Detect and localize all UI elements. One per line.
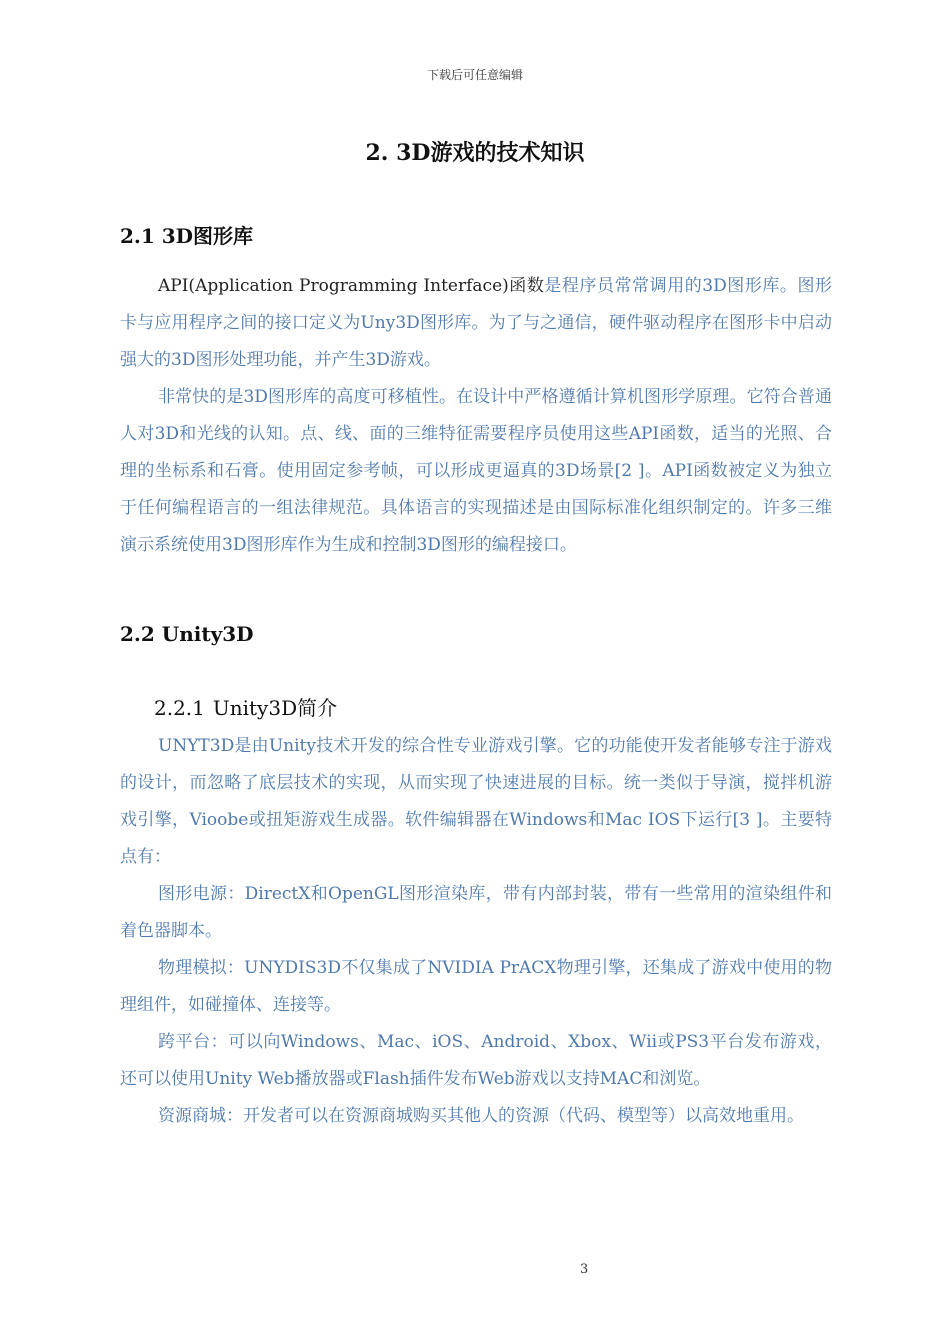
paragraph-portability: 非常快的是3D图形库的高度可移植性。在设计中严格遵循计算机图形学原理。它符合普通人对3D和光线的认知。点、线、面的三维特征需要程序员使用这些API函数，适当的光照、合理的坐标系和石膏。使用固定参考帧，可以形成更逼真的3D场景[2 ]。API函数被定义为独立于任何编程语言的一组法律规范。具体语言的实现描述是由国际标准化组织制定的。许多三维演示系统使用3D图形库作为生成和控制3D图形的编程接口。 <box>120 387 832 555</box>
subsection-heading-2-2-1 <box>154 692 337 721</box>
paragraph-unity-intro: UNYT3D是由Unity技术开发的综合性专业游戏引擎。它的功能使开发者能够专注于游戏的设计，而忽略了底层技术的实现，从而实现了快速进展的目标。统一类似于导演，搅拌机游戏引擎，Vioobe或扭矩游戏生成器。软件编辑器在Windows和Mac IOS下运行[3 ]。主要特点有： <box>120 736 832 867</box>
paragraph-api-rest: 是程序员常常调用的3D图形库。图形卡与应用程序之间的接口定义为Uny3D图形库。为了与之通信，硬件驱动程序在图形卡中启动强大的3D图形处理功能，并产生3D游戏。 <box>120 276 832 370</box>
paragraph-physics: 物理模拟：UNYDIS3D不仅集成了NVIDIA PrACX物理引擎，还集成了游戏中使用的物理组件，如碰撞体、连接等。 <box>120 958 832 1015</box>
paragraph-api <box>120 268 832 379</box>
paragraph-api-lead: API(Application Programming Interface)函数 <box>158 276 545 296</box>
paragraph-cross-platform: 跨平台：可以向Windows、Mac、iOS、Android、Xbox、Wii或PS3平台发布游戏，还可以使用Unity Web播放器或Flash插件发布Web游戏以支持MAC和浏览。 <box>120 1032 832 1089</box>
paragraph-asset-store: 资源商城：开发者可以在资源商城购买其他人的资源（代码、模型等）以高效地重用。 <box>158 1106 804 1126</box>
section-heading-2-2: 2.2 Unity3D <box>120 622 254 646</box>
section-2-1-body <box>120 268 832 564</box>
page-number: 3 <box>580 1262 589 1277</box>
subsection-number: 2.2.1 <box>154 696 205 720</box>
paragraph-graphics-power: 图形电源：DirectX和OpenGL图形渲染库，带有内部封装，带有一些常用的渲染组件和着色器脚本。 <box>120 884 832 941</box>
header-note: 下载后可任意编辑 <box>426 68 523 82</box>
chapter-title: 2. 3D游戏的技术知识 <box>365 140 585 166</box>
section-2-2-1-body <box>120 728 832 1135</box>
subsection-title: Unity3D简介 <box>212 696 338 720</box>
section-heading-2-1: 2.1 3D图形库 <box>120 224 254 248</box>
